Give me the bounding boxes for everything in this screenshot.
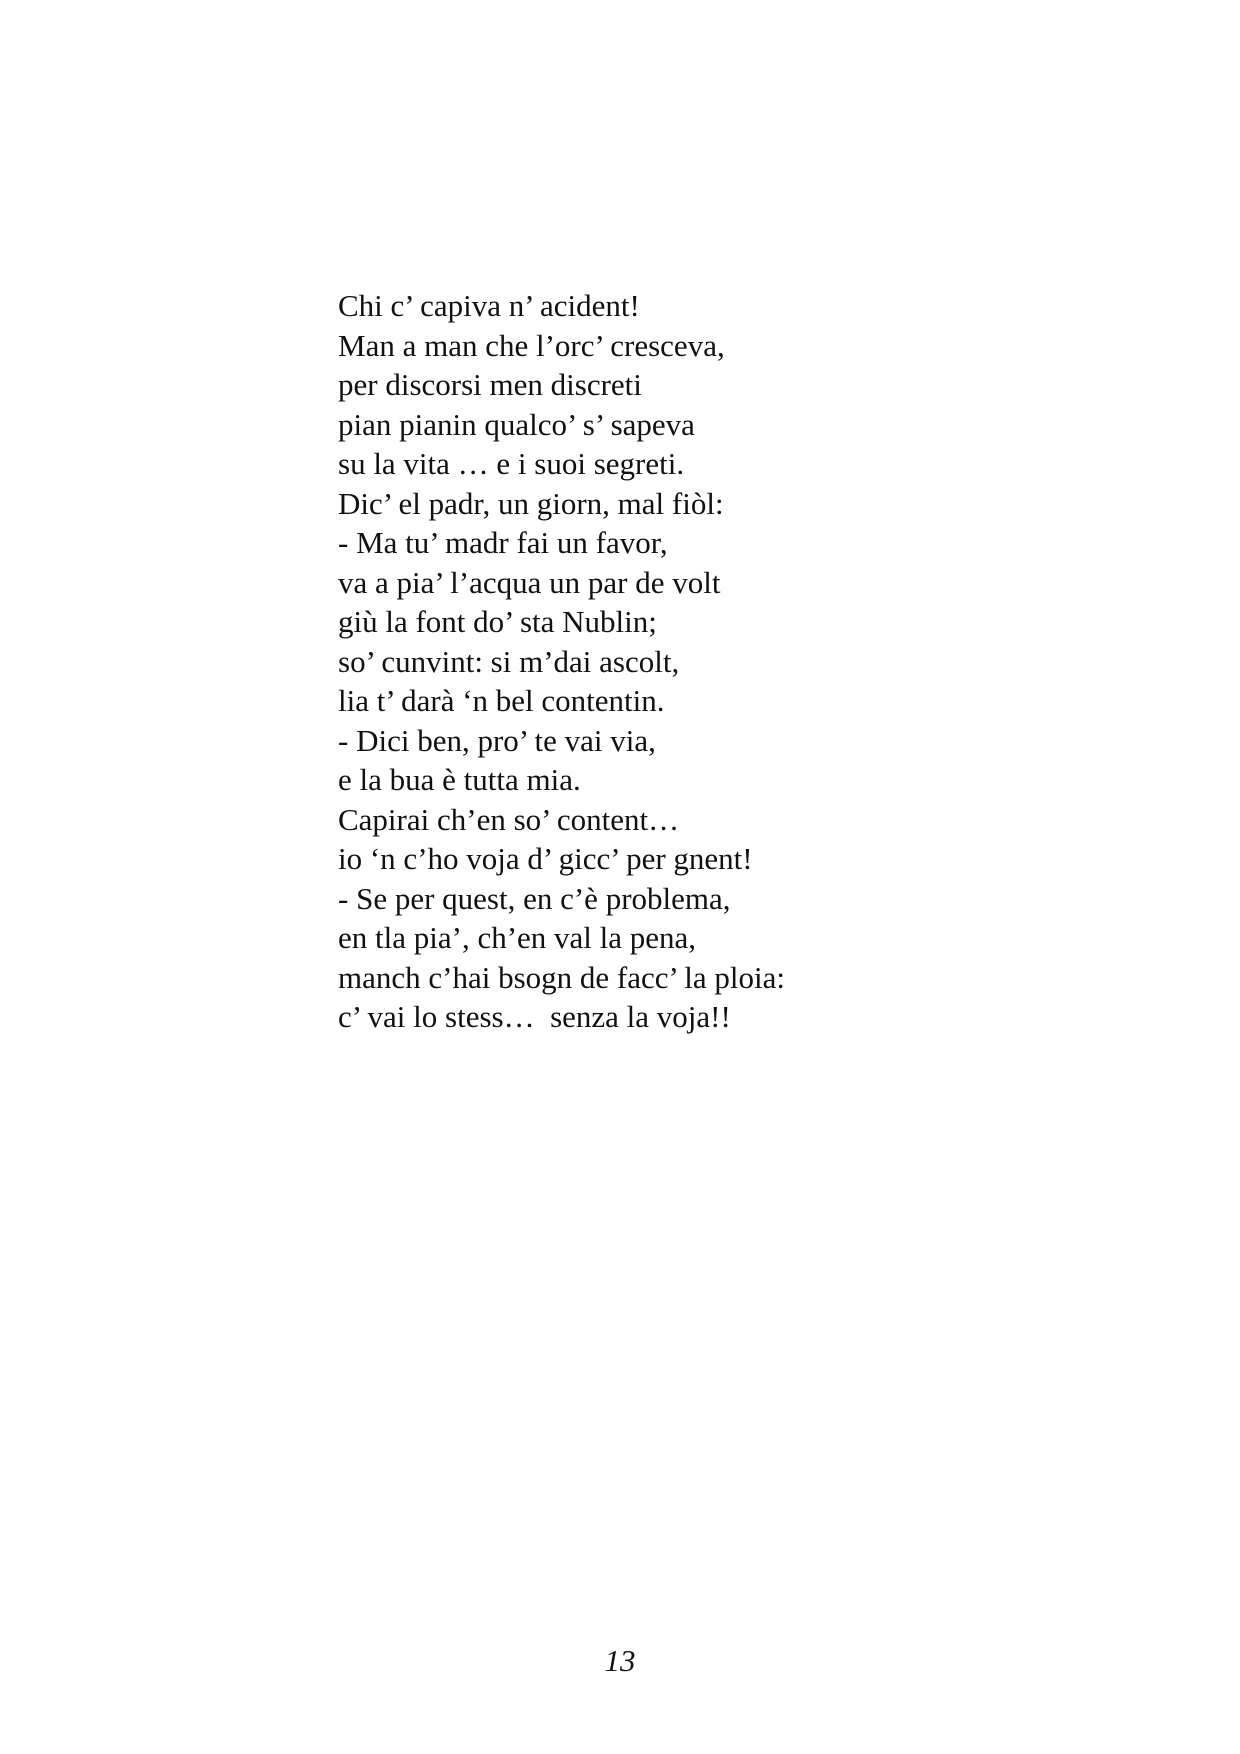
poem-line: io ‘n c’ho voja d’ gicc’ per gnent! bbox=[338, 841, 753, 876]
poem-line: - Dici ben, pro’ te vai via, bbox=[338, 722, 656, 758]
poem-text bbox=[338, 286, 785, 1037]
poem-line: - Se per quest, en c’è problema, bbox=[338, 880, 731, 916]
poem-line: so’ cunvint: si m’dai ascolt, bbox=[338, 643, 680, 679]
poem-line: Man a man che l’orc’ cresceva, bbox=[338, 327, 725, 363]
poem-line: Capirai ch’en so’ content… bbox=[338, 801, 680, 837]
poem-line: - Ma tu’ madr fai un favor, bbox=[338, 525, 668, 560]
poem-line: pian pianin qualco’ s’ sapeva bbox=[338, 406, 695, 442]
poem-line: c’ vai lo stess… senza la voja!! bbox=[338, 999, 731, 1034]
poem-line: su la vita … e i suoi segreti. bbox=[338, 446, 685, 481]
poem-line: va a pia’ l’acqua un par de volt bbox=[338, 564, 721, 600]
page-number: 13 bbox=[604, 1643, 636, 1678]
poem-line: lia t’ darà ‘n bel contentin. bbox=[338, 683, 665, 718]
poem-line: giù la font do’ sta Nublin; bbox=[338, 604, 657, 639]
poem-line: manch c’hai bsogn de facc’ la ploia: bbox=[338, 959, 786, 995]
poem-line: Chi c’ capiva n’ acident! bbox=[338, 288, 640, 323]
poem-line: per discorsi men discreti bbox=[338, 367, 642, 402]
poem-line: en tla pia’, ch’en val la pena, bbox=[338, 920, 697, 955]
poem-line: Dic’ el padr, un giorn, mal fiòl: bbox=[338, 485, 724, 521]
poem-line: e la bua è tutta mia. bbox=[338, 762, 581, 797]
